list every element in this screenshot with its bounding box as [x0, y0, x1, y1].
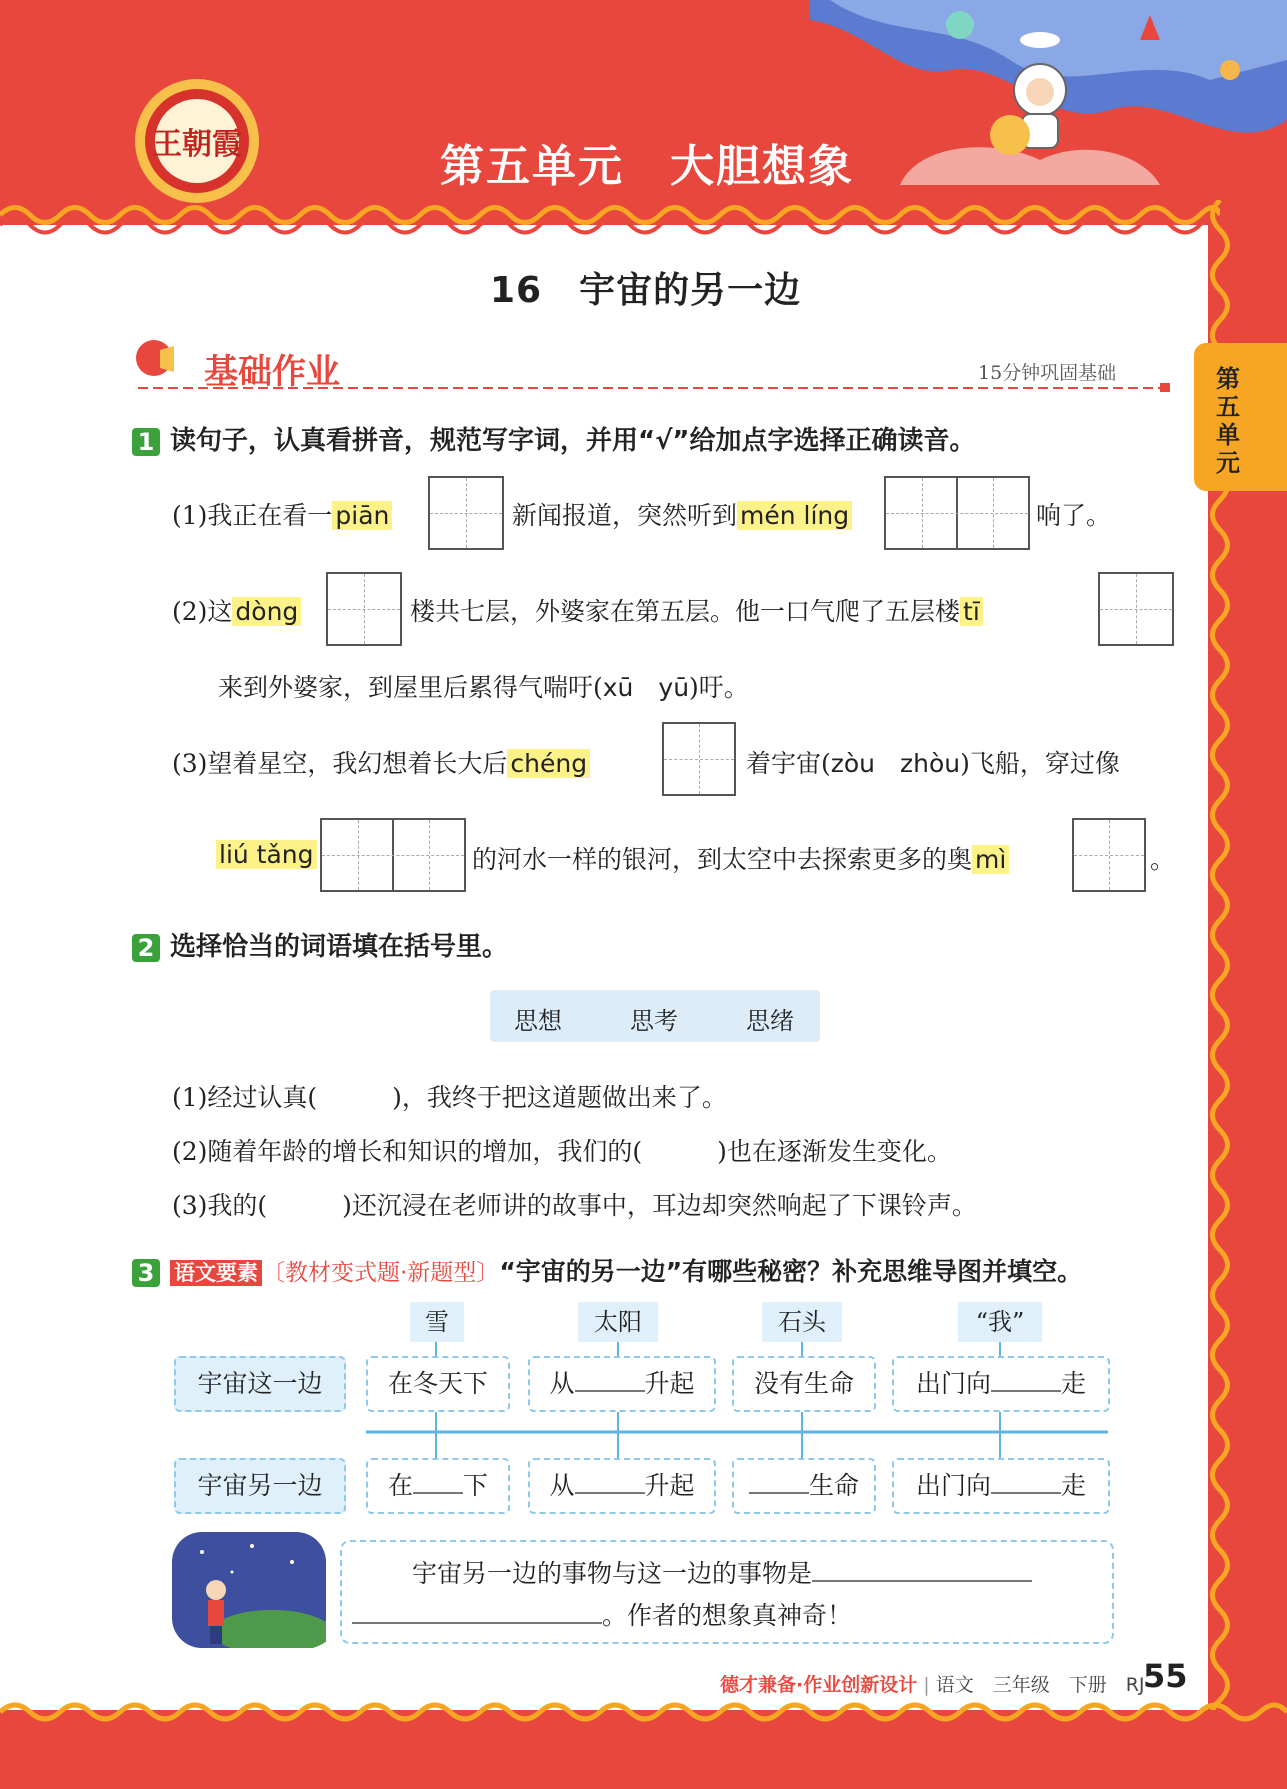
question-text: “宇宙的另一边”有哪些秘密？补充思维导图并填空。: [499, 1257, 1083, 1286]
char-write-box[interactable]: [428, 476, 504, 550]
space-illustration: [810, 0, 1287, 195]
q1-line-4b: [746, 744, 1120, 780]
q1-line-5b: [472, 840, 1009, 876]
question-1-title: [132, 420, 976, 457]
sentence-text: (2)这: [172, 597, 233, 626]
svg-text:王朝霞: 王朝霞: [152, 127, 242, 162]
lesson-title: 16 宇宙的另一边: [490, 270, 802, 311]
mindmap-topic: 雪: [410, 1302, 464, 1342]
summary-line-2: 。作者的想象真神奇！: [352, 1596, 852, 1632]
page-number: 55: [1143, 1657, 1188, 1695]
mindmap-cell-fill[interactable]: 出门向 走: [892, 1356, 1110, 1412]
q1-line-2: [172, 592, 301, 628]
summary-blank-2[interactable]: [352, 1598, 602, 1624]
mindmap-cell-fill[interactable]: 从 升起: [528, 1356, 716, 1412]
q1-line-1c: 响了。: [1036, 501, 1112, 530]
mindmap-cell-fill[interactable]: 在 下: [366, 1458, 510, 1514]
section-label: 基础作业: [204, 352, 340, 392]
sentence-text: 来到外婆家，到屋里后累得气喘吁(: [218, 673, 603, 702]
char-write-box[interactable]: [662, 722, 736, 796]
mindmap-cell-fill[interactable]: 生命: [732, 1458, 876, 1514]
question-type-note: 〔教材变式题·新题型〕: [262, 1260, 500, 1286]
mindmap-topic: 石头: [762, 1302, 842, 1342]
word-option: 思想: [514, 1007, 562, 1035]
wave-border-bottom: [0, 1700, 1287, 1740]
mindmap-cell: 没有生命: [732, 1356, 876, 1412]
summary-line-1: 宇宙另一边的事物与这一边的事物是: [412, 1554, 1032, 1590]
row-label-other-side: 宇宙另一边: [174, 1458, 346, 1514]
question-number: 1: [132, 428, 160, 456]
row-label-this-side: 宇宙这一边: [174, 1356, 346, 1412]
sentence-text: )飞船，穿过像: [960, 749, 1120, 778]
pinyin-hint: dòng: [232, 597, 301, 626]
ufo-icon: [1020, 32, 1060, 48]
summary-fill-box: [340, 1540, 1114, 1644]
word-bank: [490, 990, 820, 1042]
moon-ball-icon: [990, 115, 1030, 155]
pinyin-hint: liú tǎng: [216, 840, 317, 869]
sentence-text: 新闻报道，突然听到: [512, 501, 738, 530]
unit-side-tab[interactable]: [1194, 343, 1287, 491]
char-write-box[interactable]: [326, 572, 402, 646]
question-number: 2: [132, 934, 160, 962]
q1-line-2b: [410, 592, 983, 628]
pinyin-choice[interactable]: xū yū: [602, 673, 690, 702]
category-badge: 语文要素: [170, 1260, 262, 1286]
child-stargazing-illustration: [172, 1532, 326, 1648]
pinyin-hint: chéng: [507, 749, 590, 778]
mindmap-topic: 太阳: [578, 1302, 658, 1342]
pinyin-hint: mì: [972, 845, 1009, 874]
side-tab-label: 第五单元: [1216, 365, 1240, 477]
char-write-box[interactable]: [1098, 572, 1174, 646]
pinyin-hint: mén líng: [737, 501, 852, 530]
q1-line-3: [218, 668, 749, 704]
char-write-box[interactable]: [1072, 818, 1146, 892]
sentence-text: (3)望着星空，我幻想着长大后: [172, 749, 508, 778]
summary-blank-1[interactable]: [812, 1556, 1032, 1582]
mindmap-cell-fill[interactable]: 出门向 走: [892, 1458, 1110, 1514]
q2-sentence-3: (3)我的( )还沉浸在老师讲的故事中，耳边却突然响起了下课铃声。: [172, 1191, 977, 1220]
sentence-text: 的河水一样的银河，到太空中去探索更多的奥: [472, 845, 973, 874]
word-write-box[interactable]: [884, 476, 1030, 550]
word-option: 思考: [630, 1007, 678, 1035]
sentence-text: (1)我正在看一: [172, 501, 333, 530]
unit-title: 第五单元 大胆想象: [440, 141, 854, 192]
mindmap-cell-fill[interactable]: 从 升起: [528, 1458, 716, 1514]
section-time-note: 15分钟巩固基础: [978, 362, 1117, 384]
mindmap-topic: “我”: [958, 1302, 1042, 1342]
wave-border-top: [0, 195, 1220, 235]
q1-line-5: [216, 840, 317, 869]
question-2-title: [132, 926, 508, 963]
q1-line-1b: [512, 496, 852, 532]
sentence-text: 着宇宙(: [746, 749, 831, 778]
sentence-text: )吁。: [689, 673, 749, 702]
pinyin-choice[interactable]: zòu zhòu: [830, 749, 961, 778]
q2-sentence-2: (2)随着年龄的增长和知识的增加，我们的( )也在逐渐发生变化。: [172, 1137, 952, 1166]
pinyin-hint: piān: [332, 501, 392, 530]
question-text: 选择恰当的词语填在括号里。: [170, 932, 509, 962]
planet-icon-2: [1220, 60, 1240, 80]
footer-series: 德才兼备·作业创新设计 | 语文 三年级 下册 RJ: [720, 1674, 1145, 1696]
q1-line-5c: 。: [1150, 845, 1176, 874]
q2-sentence-1: (1)经过认真( )，我终于把这道题做出来了。: [172, 1083, 727, 1112]
planet-icon: [946, 11, 974, 39]
word-write-box[interactable]: [320, 818, 466, 892]
question-number: 3: [132, 1259, 160, 1287]
q1-line-1: [172, 496, 392, 532]
mindmap-cell: 在冬天下: [366, 1356, 510, 1412]
pinyin-hint: tī: [960, 597, 983, 626]
brand-logo: [132, 76, 262, 206]
sentence-text: 楼共七层，外婆家在第五层。他一口气爬了五层楼: [410, 597, 961, 626]
question-3-title: [132, 1252, 1082, 1288]
word-option: 思绪: [746, 1007, 794, 1035]
q1-line-4: [172, 744, 590, 780]
question-text: 读句子，认真看拼音，规范写字词，并用“√”给加点字选择正确读音。: [170, 426, 976, 456]
